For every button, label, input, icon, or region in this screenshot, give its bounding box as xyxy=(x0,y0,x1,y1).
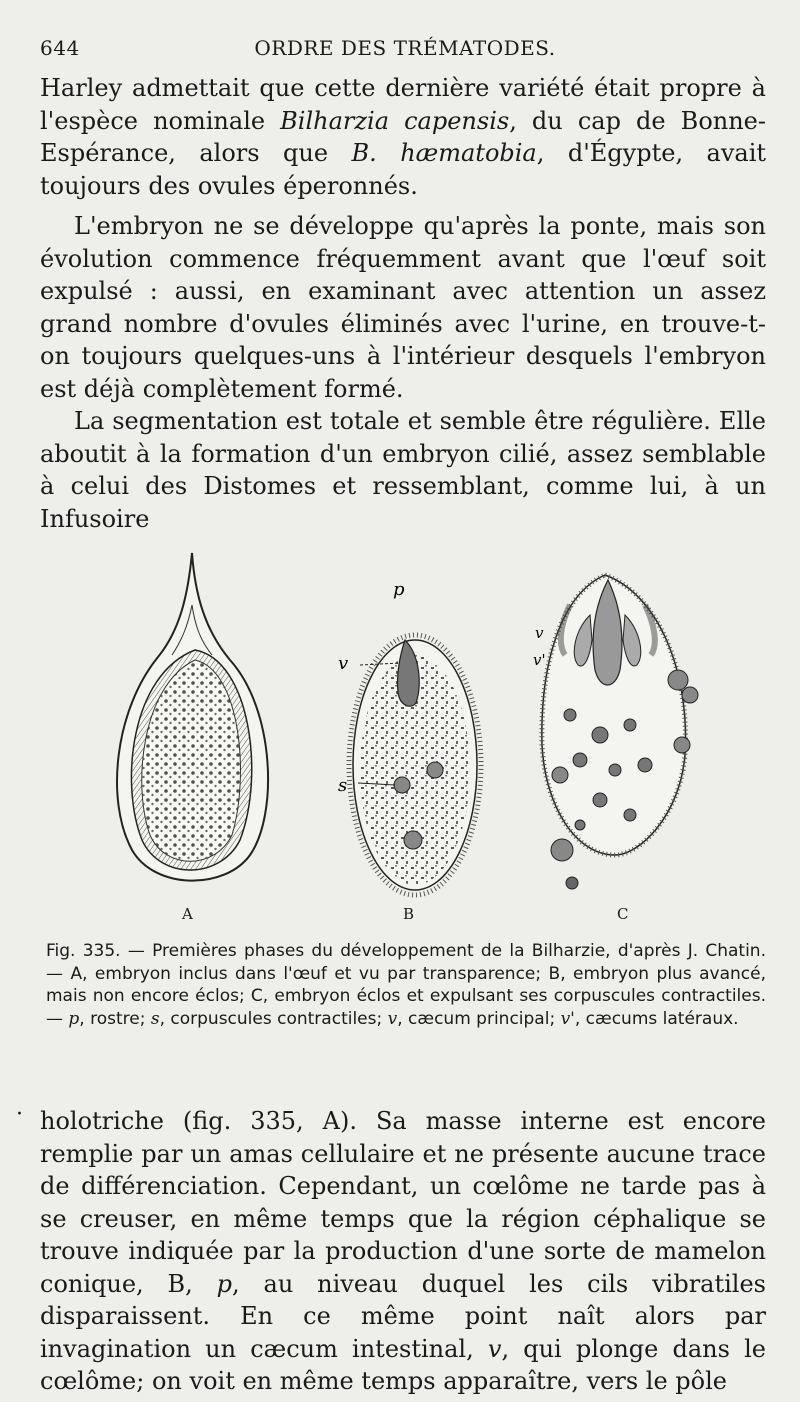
text-run: , d'Égypte, avait toujours des ovules éperonnés. xyxy=(40,139,767,200)
caption-text: , corpuscules contractiles; xyxy=(159,1008,388,1029)
caption-letter: s xyxy=(150,1008,160,1029)
species-name: Bilharzia capensis xyxy=(280,106,510,135)
running-header xyxy=(40,36,770,66)
drawing-a-egg xyxy=(117,553,268,881)
figure-label-c: C xyxy=(617,905,629,923)
paragraph-holotriche xyxy=(40,1105,766,1398)
caption-letter: v' xyxy=(560,1008,575,1029)
figure-letter-v-prime: v' xyxy=(533,651,546,669)
drawing-b-embryo xyxy=(338,579,481,895)
figure-ref: v xyxy=(487,1334,502,1363)
figure-letter-v: v xyxy=(535,624,544,642)
caption-text: , cæcums latéraux. xyxy=(574,1008,739,1029)
drawing-c-embryo xyxy=(533,575,698,889)
species-name: B. hæmatobia xyxy=(351,139,537,167)
caption-letter: p xyxy=(68,1008,80,1029)
figure-letter-v: v xyxy=(338,653,349,674)
figure-335-illustration xyxy=(100,545,720,925)
text-run: , du cap de Bonne-Espérance, alors que xyxy=(40,106,766,167)
figure-label-a: A xyxy=(182,905,193,923)
caption-letter: v xyxy=(387,1008,398,1029)
paragraph-harley xyxy=(40,72,766,202)
text-run: holotriche (fig. 335, A). Sa masse interne est encore remplie par un amas cellulaire et ne présente aucune trace de différenciation. Cependant, un cœlôme ne tarde pas à se creuser, en même temps que la région céphalique se trouve indiquée par la production d'une sorte de mamelon conique, B, xyxy=(40,1107,766,1298)
text-run: , au niveau duquel les cils vibratiles disparaissent. En ce même point naît alors par invagination un cæcum intestinal, xyxy=(40,1269,766,1363)
page-number: 644 xyxy=(40,36,80,60)
caption-text: Fig. 335. — Premières phases du développement de la Bilharzie, d'après J. Chatin. — A, embryon inclus dans l'œuf et vu par transparence; B, embryon plus avancé, mais non encore éclos; C, embryon éclos et expulsant ses corpuscules contractiles. — xyxy=(46,941,766,1029)
paragraph-embryon xyxy=(40,210,766,405)
figure-label-b: B xyxy=(403,905,415,923)
figure-ref: p xyxy=(216,1269,233,1298)
margin-mark: · xyxy=(16,1102,23,1127)
text-run: Harley admettait que cette dernière variété était propre à l'espèce nominale xyxy=(40,74,766,135)
figure-letter-p: p xyxy=(393,579,405,600)
figure-caption xyxy=(46,940,766,1030)
figure-letter-s: s xyxy=(338,775,348,796)
paragraph-segmentation xyxy=(40,405,766,535)
text-run: , qui plonge dans le cœlôme; on voit en même temps apparaître, vers le pôle xyxy=(40,1334,766,1395)
running-title: ORDRE DES TRÉMATODES. xyxy=(254,36,556,60)
text-run: La segmentation est totale et semble être régulière. Elle aboutit à la formation d'un embryon cilié, assez semblable à celui des Distomes et ressemblant, comme lui, à un Infusoire xyxy=(40,407,766,533)
text-run: L'embryon ne se développe qu'après la ponte, mais son évolution commence fréquemment avant que l'œuf soit expulsé : aussi, en examinant avec attention un assez grand nombre d'ovules éliminés avec l'urine, en trouve-t-on toujours quelques-uns à l'intérieur desquels l'embryon est déjà complètement formé. xyxy=(40,212,766,403)
caption-text: , rostre; xyxy=(79,1008,151,1029)
caption-text: , cæcum principal; xyxy=(397,1008,561,1029)
